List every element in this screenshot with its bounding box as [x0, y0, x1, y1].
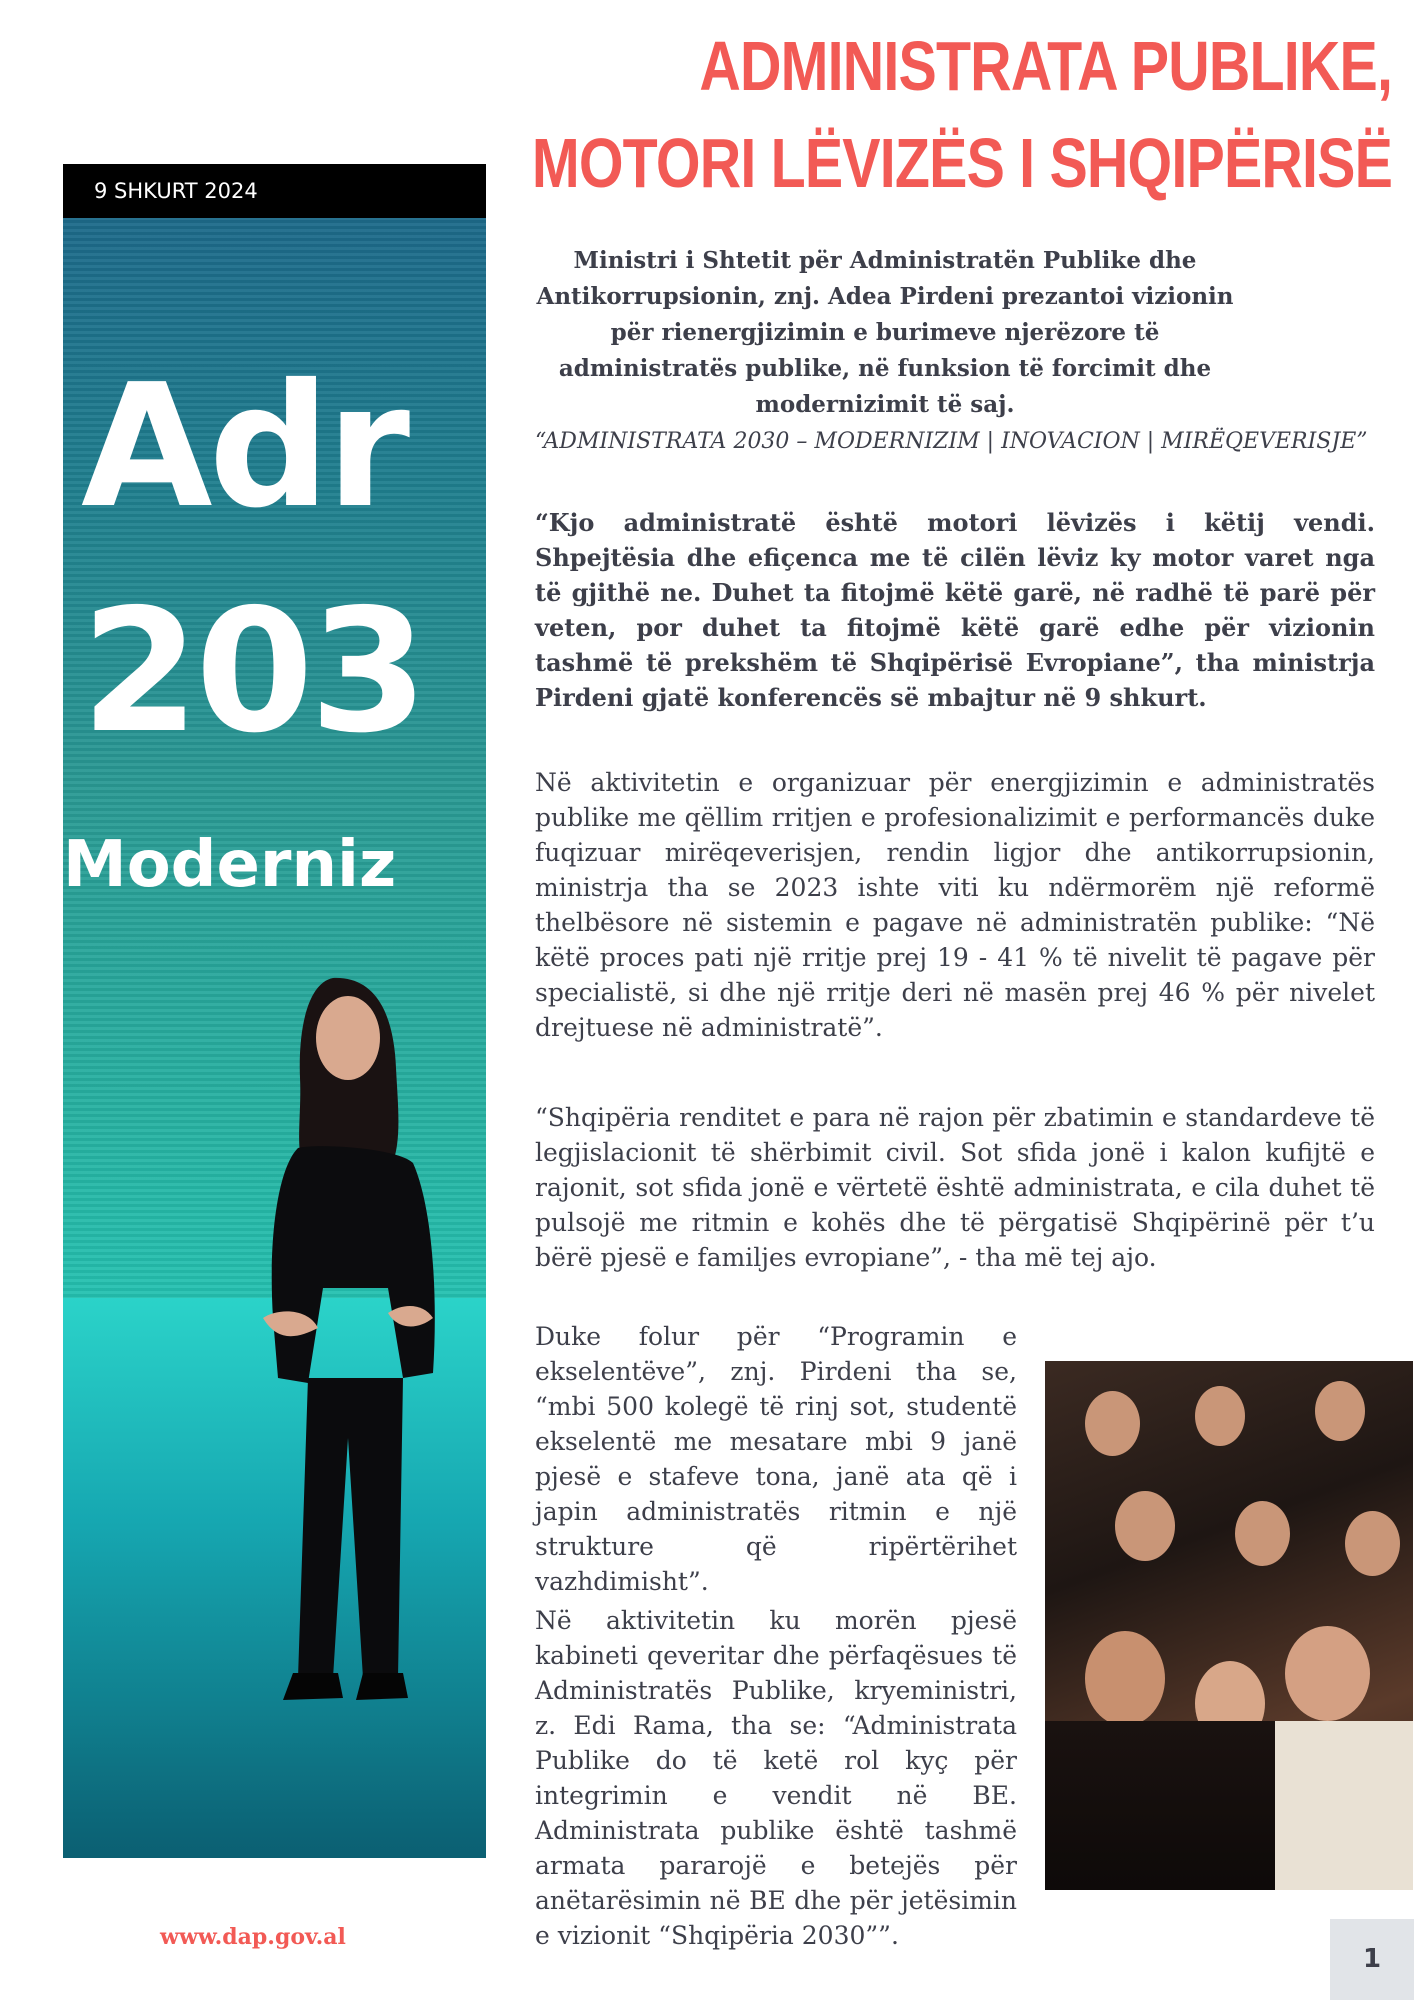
date-label: 9 SHKURT 2024 [63, 164, 486, 218]
quote-paragraph: “Kjo administratë është motori lëvizës i këtij vendi. Shpejtësia dhe efiçenca me të cilën lëviz ky motor varet nga të gjithë ne. Duhet ta fitojmë këtë garë, në radhë të parë për veten, por duhet ta fitojmë këtë garë edhe për vizionin tashmë të prekshëm të Shqipërisë Evropiane”, tha ministrja Pirdeni gjatë konferencës së mbajtur në 9 shkurt. [535, 508, 1375, 712]
page-title [532, 18, 1392, 212]
speaker-figure [238, 958, 486, 1758]
page-number: 1 [1362, 1944, 1382, 1974]
screen-text-1: Adr [81, 348, 407, 546]
body-paragraph-4: Në aktivitetin ku morën pjesë kabineti qeveritar dhe përfaqësues të Administratës Publike, kryeministri, z. Edi Rama, tha se: “Administrata Publike do të ketë rol kyç për integrimin e vendit në BE. Administrata publike është tashmë armata pararojë e betejës për anëtarësimin në BE dhe për jetësimin e vizionit “Shqipëria 2030””. [535, 1606, 1017, 1950]
body-paragraph-1: Në aktivitetin e organizuar për energjizimin e administratës publike me qëllim rritjen e profesionalizimit e performancës duke fuqizuar mirëqeverisjen, rendin ligjor dhe antikorrupsionin, ministrja tha se 2023 ishte viti ku ndërmorëm një reformë thelbësore në sistemin e pagave në administratën publike: “Në këtë proces pati një rritje prej 19 - 41 % të nivelit të pagave për specialistë, si dhe një rritje deri në masën prej 46 % për nivelet drejtuese në administratë”. [535, 768, 1375, 1042]
body-paragraph-2: “Shqipëria renditet e para në rajon për zbatimin e standardeve të legjislacionit të shërbimit civil. Sot sfida jonë i kalon kufijtë e rajonit, sot sfida jonë e vërtetë është administrata, e cila duhet të pulsojë me ritmin e kohës dhe të përgatisë Shqipërinë për t’u bërë pjesë e familjes evropiane”, - tha më tej ajo. [535, 1103, 1375, 1272]
title-line-2: MOTORI LËVIZËS I SHQIPËRISË [531, 124, 1392, 202]
slogan: “ADMINISTRATA 2030 – MODERNIZIM | INOVACION | MIRËQEVERISJE” [535, 429, 1368, 454]
intro-paragraph: Ministri i Shtetit për Administratën Publike dhe Antikorrupsionin, znj. Adea Pirdeni prezantoi vizionin për rienergjizimin e burimeve njerëzore të administratës publike, në funksion të forcimit dhe modernizimit të saj. [536, 247, 1234, 418]
title-line-1: ADMINISTRATA PUBLIKE, [699, 27, 1392, 105]
screen-text-2: 203 [81, 573, 424, 771]
website-link[interactable]: www.dap.gov.al [160, 1924, 346, 1950]
speaker-photo [63, 164, 486, 1858]
audience-photo [1045, 1361, 1413, 1890]
body-paragraph-3: Duke folur për “Programin e ekselentëve”, znj. Pirdeni tha se, “mbi 500 kolegë të rinj sot, studentë ekselentë me mesatare mbi 9 janë pjesë e stafeve tona, janë ata që i japin administratës ritmin e një strukture që ripërtërihet vazhdimisht”. [535, 1322, 1017, 1596]
stage-screen [63, 218, 486, 1858]
screen-text-3: Moderniz [63, 828, 397, 902]
